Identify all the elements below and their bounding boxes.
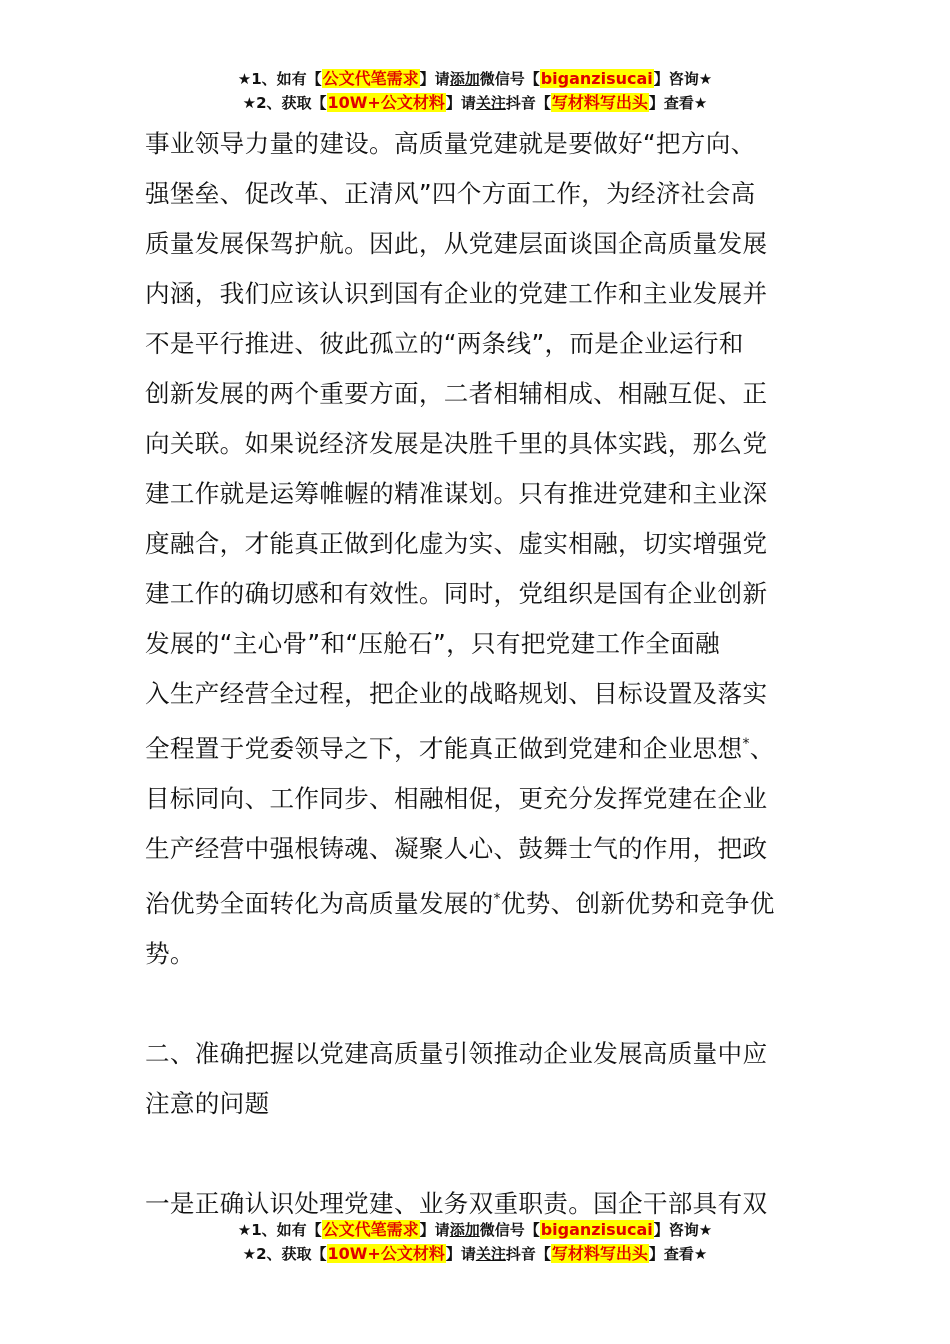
- body-line: 发展的“主心骨”和“压舱石”，只有把党建工作全面融: [145, 629, 720, 658]
- body-line-text: 全程置于党委领导之下，才能真正做到党建和企业思想: [145, 734, 743, 763]
- body-line: 入生产经营全过程，把企业的战略规划、目标设置及落实: [145, 679, 768, 708]
- body-line-text: 治优势全面转化为高质量发展的: [145, 889, 494, 918]
- highlight-douyin: 写材料写出头: [551, 93, 648, 112]
- banner-text: ★2、获取【: [242, 1245, 327, 1263]
- body-line: 势。: [145, 939, 195, 968]
- banner-text: 】咨询★: [653, 1221, 713, 1239]
- banner-text: ★2、获取【: [242, 94, 327, 112]
- highlight-wechat-id: biganzisucai: [540, 1220, 653, 1239]
- banner-line-1: [0, 1218, 950, 1242]
- banner-text: 】查看★: [648, 94, 708, 112]
- banner-text: 微信号【: [479, 1221, 540, 1239]
- top-banner: [0, 67, 950, 115]
- banner-text: ★1、如有【: [237, 1221, 322, 1239]
- asterisk-mark: *: [742, 736, 750, 752]
- body-line: 强堡垒、促改革、正清风”四个方面工作，为经济社会高: [145, 179, 756, 208]
- highlight-materials: 10W+公文材料: [327, 93, 445, 112]
- banner-text: 】请: [419, 1221, 450, 1239]
- banner-emphasis: 关注: [475, 1245, 506, 1263]
- banner-text: ★1、如有【: [237, 70, 322, 88]
- banner-text: 抖音【: [505, 1245, 551, 1263]
- banner-text: 】请: [445, 1245, 476, 1263]
- banner-emphasis: 添加: [449, 1221, 480, 1239]
- body-line: 生产经营中强根铸魂、凝聚人心、鼓舞士气的作用，把政: [145, 834, 768, 863]
- banner-line-1: [0, 67, 950, 91]
- body-line-text: 、: [749, 734, 775, 763]
- section-heading: 二、准确把握以党建高质量引领推动企业发展高质量中应: [145, 1039, 768, 1068]
- bottom-banner: [0, 1218, 950, 1266]
- highlight-service: 公文代笔需求: [322, 69, 419, 88]
- highlight-wechat-id: biganzisucai: [540, 69, 653, 88]
- body-line: [145, 874, 810, 929]
- highlight-service: 公文代笔需求: [322, 1220, 419, 1239]
- document-body: [145, 119, 810, 1229]
- banner-emphasis: 关注: [475, 94, 506, 112]
- asterisk-mark: *: [493, 891, 501, 907]
- banner-text: 】请: [445, 94, 476, 112]
- body-line: 事业领导力量的建设。高质量党建就是要做好“把方向、: [145, 129, 756, 158]
- banner-line-2: [0, 91, 950, 115]
- body-line: [145, 719, 810, 774]
- banner-text: 】咨询★: [653, 70, 713, 88]
- banner-emphasis: 添加: [449, 70, 480, 88]
- highlight-materials: 10W+公文材料: [327, 1244, 445, 1263]
- body-line: 建工作就是运筹帷幄的精准谋划。只有推进党建和主业深: [145, 479, 768, 508]
- body-line: 内涵，我们应该认识到国有企业的党建工作和主业发展并: [145, 279, 768, 308]
- banner-line-2: [0, 1242, 950, 1266]
- body-line: 度融合，才能真正做到化虚为实、虚实相融，切实增强党: [145, 529, 768, 558]
- banner-text: 】请: [419, 70, 450, 88]
- paragraph-gap: [145, 979, 810, 1029]
- body-line-text: 优势、创新优势和竞争优: [500, 889, 775, 918]
- body-line: 不是平行推进、彼此孤立的“两条线”，而是企业运行和: [145, 329, 744, 358]
- banner-text: 微信号【: [479, 70, 540, 88]
- banner-text: 抖音【: [505, 94, 551, 112]
- body-line: 向关联。如果说经济发展是决胜千里的具体实践，那么党: [145, 429, 768, 458]
- body-line: 创新发展的两个重要方面，二者相辅相成、相融互促、正: [145, 379, 768, 408]
- highlight-douyin: 写材料写出头: [551, 1244, 648, 1263]
- body-line: 质量发展保驾护航。因此，从党建层面谈国企高质量发展: [145, 229, 768, 258]
- banner-text: 】查看★: [648, 1245, 708, 1263]
- body-line: 目标同向、工作同步、相融相促，更充分发挥党建在企业: [145, 784, 768, 813]
- body-line: 建工作的确切感和有效性。同时，党组织是国有企业创新: [145, 579, 768, 608]
- body-line: 一是正确认识处理党建、业务双重职责。国企干部具有双: [145, 1189, 768, 1218]
- paragraph-gap: [145, 1129, 810, 1179]
- section-heading: 注意的问题: [145, 1089, 270, 1118]
